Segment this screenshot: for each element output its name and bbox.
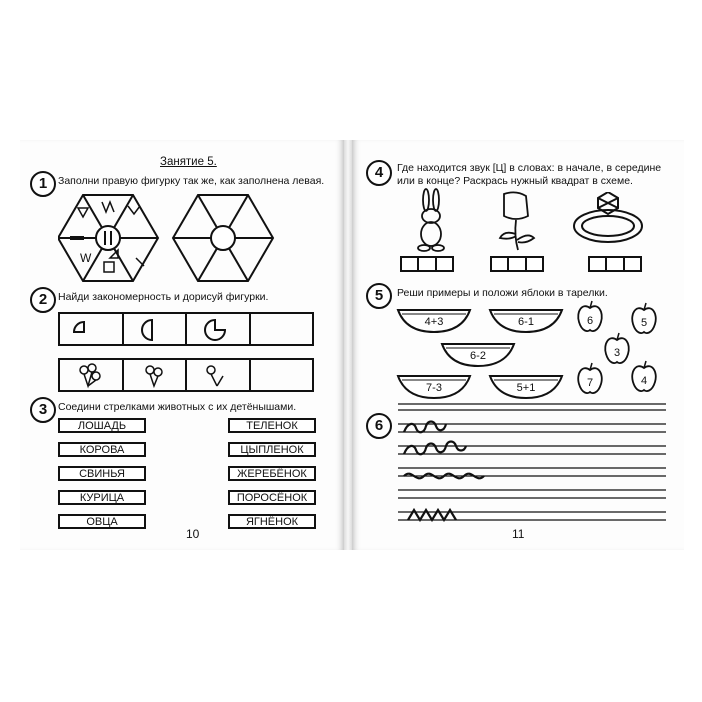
three-quarter-circle-icon: [187, 314, 247, 344]
animal-word: КОРОВА: [58, 442, 146, 457]
page-number-left: 10: [186, 527, 200, 541]
book-spine: [344, 140, 352, 550]
ring-icon: [570, 192, 646, 246]
plate-expression: 6-1: [518, 316, 534, 328]
svg-text:W: W: [80, 251, 92, 265]
baby-word: ПОРОСЁНОК: [228, 490, 316, 505]
task-2-text: Найди закономерность и дорисуй фигурки.: [58, 291, 269, 303]
hexagon-figures: [58, 192, 298, 284]
task-6-badge: 6: [366, 413, 392, 439]
sound-scheme-rabbit[interactable]: [400, 256, 454, 272]
pattern-row-2: [58, 358, 314, 392]
plate-expression: 6-2: [470, 350, 486, 362]
plate[interactable]: [488, 374, 564, 400]
task-2-badge: 2: [30, 287, 56, 313]
cursive-pattern: [404, 422, 484, 521]
task-3-badge: 3: [30, 397, 56, 423]
apple-number: 4: [640, 375, 648, 387]
baby-word: ЖЕРЕБЁНОК: [228, 466, 316, 481]
animal-word: ОВЦА: [58, 514, 146, 529]
task-4-text-line2: или в конце? Раскрась нужный квадрат в схеме.: [397, 175, 633, 187]
plate[interactable]: [396, 374, 472, 400]
pattern-row-1: [58, 312, 314, 346]
task-5-text: Реши примеры и положи яблоки в тарелки.: [397, 287, 608, 299]
apple-icon[interactable]: [603, 332, 631, 366]
bellflower-icon: [494, 190, 544, 252]
plate[interactable]: [396, 308, 472, 334]
animal-word: ЛОШАДЬ: [58, 418, 146, 433]
animal-word: КУРИЦА: [58, 490, 146, 505]
task-5-badge: 5: [366, 283, 392, 309]
animal-word: СВИНЬЯ: [58, 466, 146, 481]
apple-number: 7: [586, 377, 594, 389]
quarter-circle-icon: [60, 314, 120, 344]
plate-expression: 5+1: [516, 382, 536, 394]
baby-word: ЦЫПЛЕНОК: [228, 442, 316, 457]
task-4-badge: 4: [366, 160, 392, 186]
right-hexagon: [173, 195, 273, 281]
half-circle-icon: [124, 314, 184, 344]
plate-expression: 7-3: [426, 382, 442, 394]
plate[interactable]: [440, 342, 516, 368]
task-3-text: Соедини стрелками животных с их детёнышами.: [58, 401, 297, 413]
task-4-text-line1: Где находится звук [Ц] в словах: в начале, в середине: [397, 162, 662, 174]
task-1-badge: 1: [30, 171, 56, 197]
plate[interactable]: [488, 308, 564, 334]
one-balloon-icon: [187, 360, 247, 390]
rabbit-icon: [408, 188, 458, 252]
baby-word: ЯГНЁНОК: [228, 514, 316, 529]
apple-icon[interactable]: [576, 362, 604, 396]
page-number-right: 11: [512, 527, 525, 541]
apple-icon[interactable]: [630, 360, 658, 394]
sound-scheme-ring[interactable]: [588, 256, 642, 272]
apple-icon[interactable]: [630, 302, 658, 336]
baby-word: ТЕЛЕНОК: [228, 418, 316, 433]
apple-number: 3: [613, 347, 621, 359]
task-1-text: Заполни правую фигурку так же, как заполнена левая.: [58, 175, 325, 187]
apple-icon[interactable]: [576, 300, 604, 334]
left-hexagon: [58, 195, 158, 281]
apple-number: 5: [640, 317, 648, 329]
sound-scheme-flower[interactable]: [490, 256, 544, 272]
apple-number: 6: [586, 315, 594, 327]
plate-expression: 4+3: [424, 316, 444, 328]
handwriting-lines[interactable]: [398, 398, 668, 528]
two-balloons-icon: [124, 360, 184, 390]
lesson-title: Занятие 5.: [160, 156, 217, 168]
three-balloons-icon: [60, 360, 120, 390]
